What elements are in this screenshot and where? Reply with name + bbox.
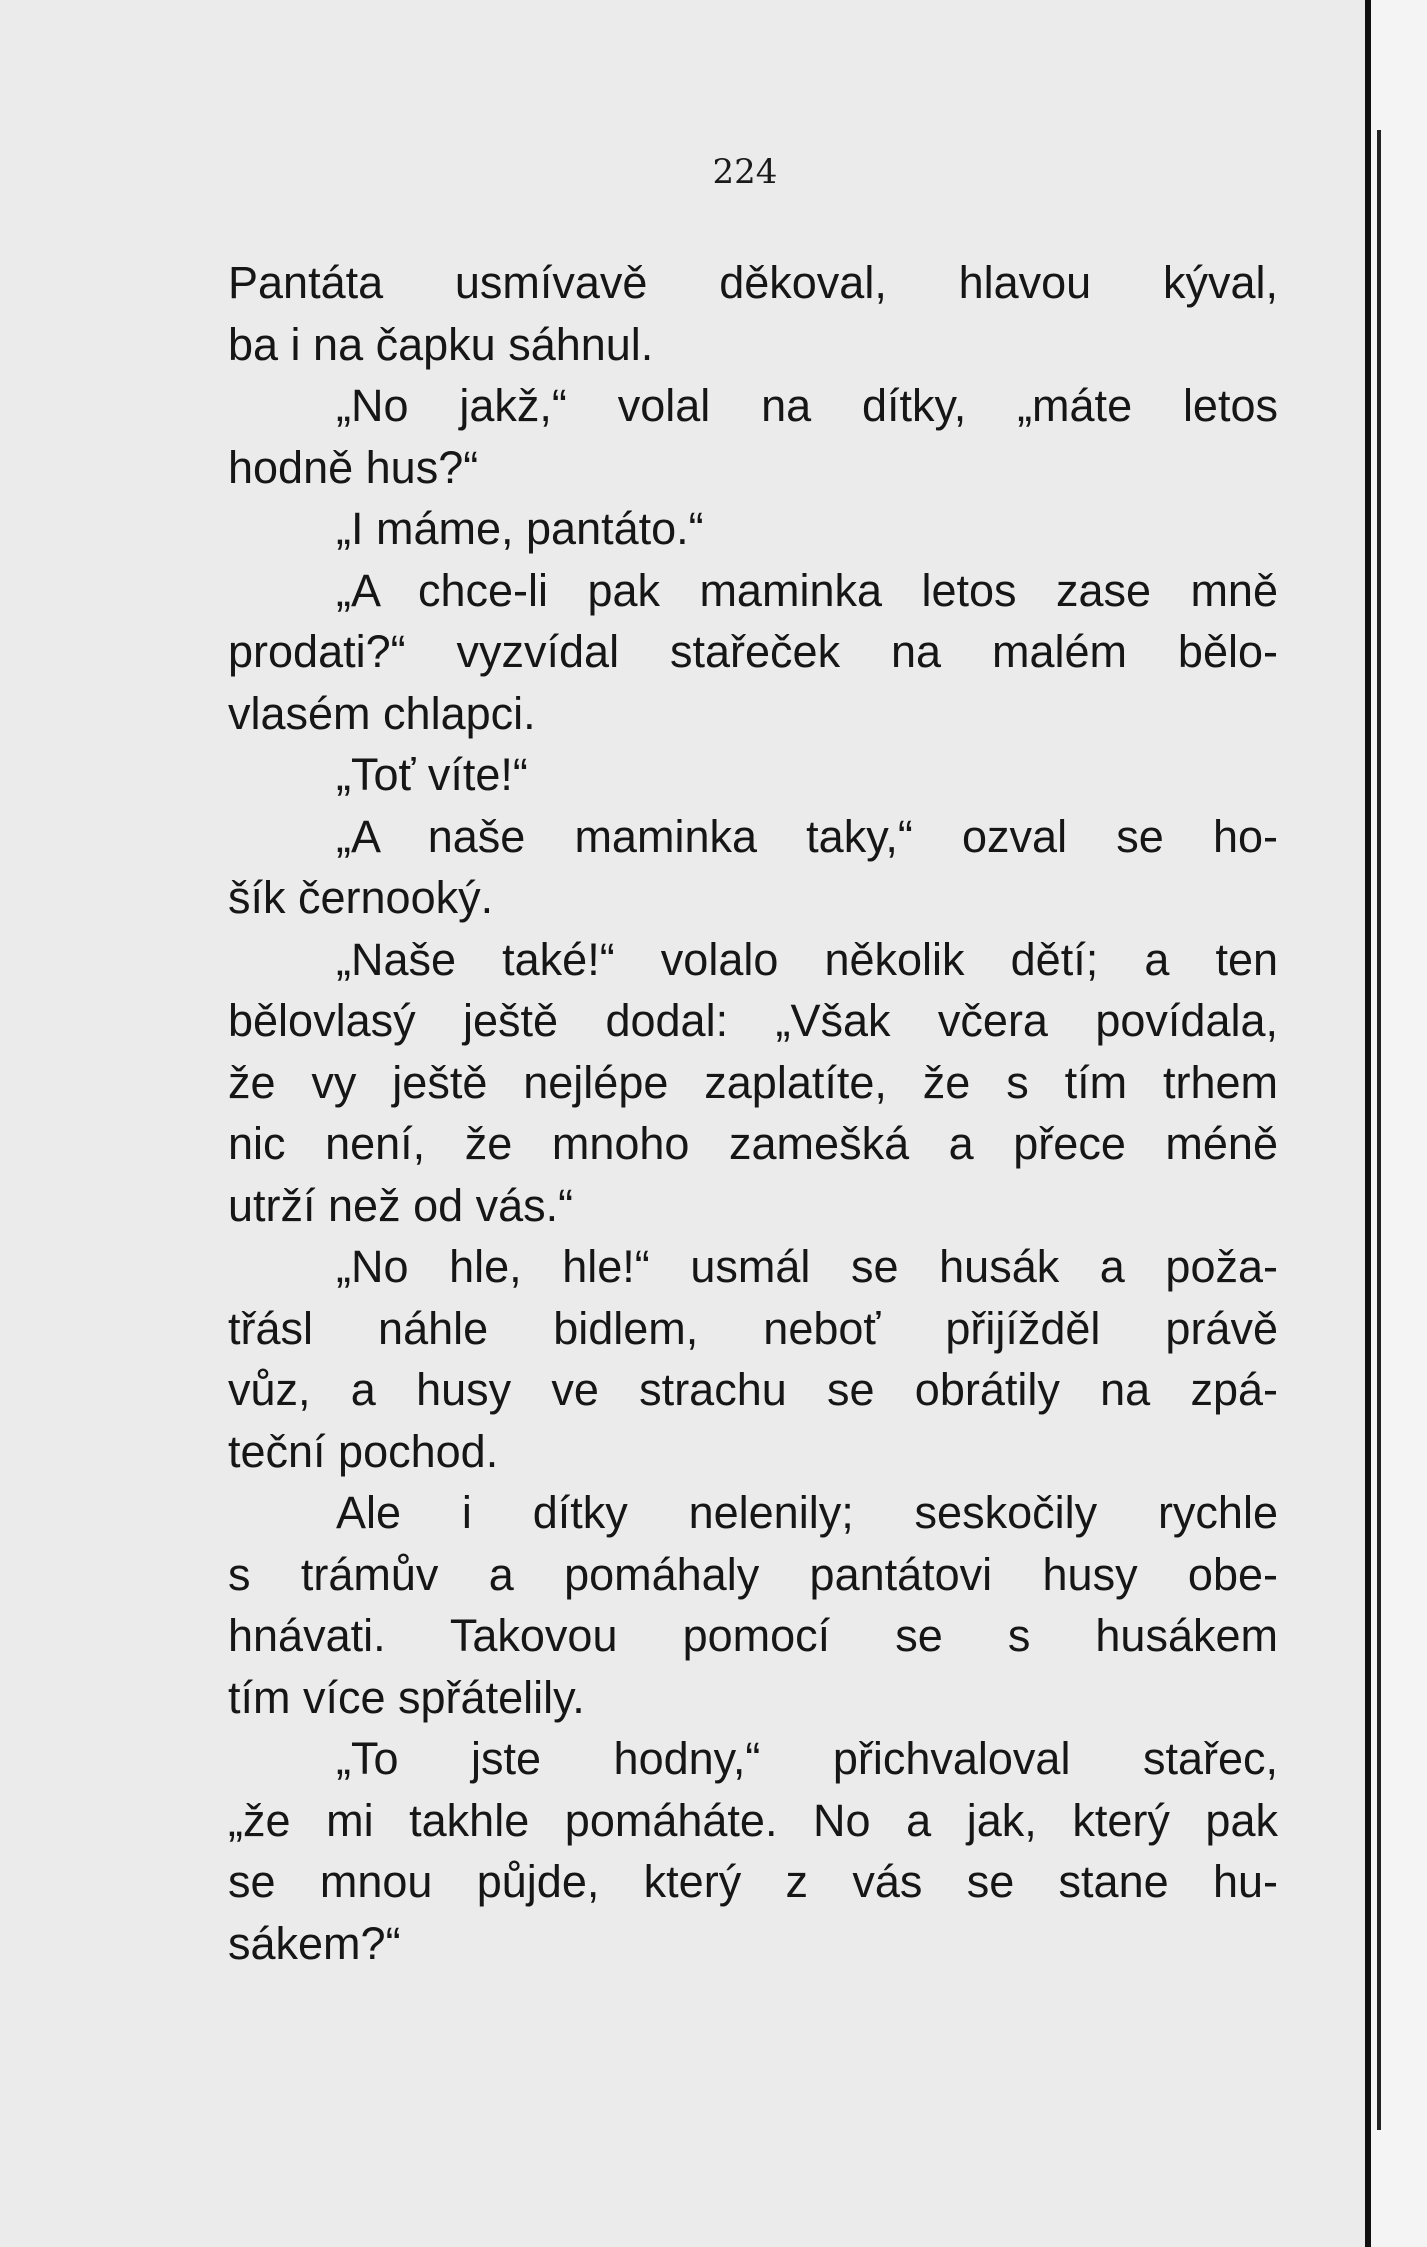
text-line: „že mi takhle pomáháte. No a jak, který pak bbox=[228, 1794, 1278, 1846]
text-line: „A naše maminka taky,“ ozval se ho- bbox=[336, 810, 1278, 862]
text-line: hodně hus?“ bbox=[228, 441, 479, 493]
text-line: se mnou půjde, který z vás se stane hu- bbox=[228, 1856, 1278, 1907]
text-line: bělovlasý ještě dodal: „Však včera povídala, bbox=[228, 995, 1278, 1046]
text-line: „To jste hodny,“ přichvaloval stařec, bbox=[336, 1733, 1278, 1784]
text-line: „Toť víte!“ bbox=[336, 749, 528, 800]
text-line: „No hle, hle!“ usmál se husák a poža- bbox=[336, 1241, 1278, 1292]
text-line: šík černooký. bbox=[228, 872, 494, 923]
text-line: hnávati. Takovou pomocí se s husákem bbox=[228, 1610, 1278, 1661]
text-line: Ale i dítky nelenily; seskočily rychle bbox=[336, 1487, 1278, 1538]
text-line: s trámův a pomáhaly pantátovi husy obe- bbox=[228, 1548, 1278, 1600]
text-line: prodati?“ vyzvídal stařeček na malém bělo- bbox=[228, 626, 1278, 677]
text-line: „I máme, pantáto.“ bbox=[336, 503, 704, 554]
text-line: teční pochod. bbox=[228, 1425, 499, 1477]
text-line: ba i na čapku sáhnul. bbox=[228, 318, 654, 370]
text-line: „A chce-li pak maminka letos zase mně bbox=[336, 564, 1278, 616]
text-line: třásl náhle bidlem, neboť přijížděl právě bbox=[228, 1302, 1278, 1354]
text-line: utrží než od vás.“ bbox=[228, 1179, 574, 1231]
text-line: nic není, že mnoho zamešká a přece méně bbox=[228, 1118, 1278, 1169]
text-line: „No jakž,“ volal na dítky, „máte letos bbox=[336, 380, 1278, 431]
text-line: vlasém chlapci. bbox=[228, 687, 536, 739]
text-line: vůz, a husy ve strachu se obrátily na zpá- bbox=[228, 1364, 1278, 1415]
page-number: 224 bbox=[712, 152, 778, 192]
text-line: Pantáta usmívavě děkoval, hlavou kýval, bbox=[228, 257, 1278, 308]
body-text bbox=[228, 252, 1278, 1974]
text-line: sákem?“ bbox=[228, 1917, 401, 1969]
text-line: že vy ještě nejlépe zaplatíte, že s tím trhem bbox=[228, 1056, 1278, 1108]
binding-shadow bbox=[1377, 130, 1381, 2130]
text-line: tím více spřátelily. bbox=[228, 1671, 585, 1723]
text-line: „Naše také!“ volalo několik dětí; a ten bbox=[336, 933, 1278, 985]
page-edge bbox=[1365, 0, 1427, 2247]
